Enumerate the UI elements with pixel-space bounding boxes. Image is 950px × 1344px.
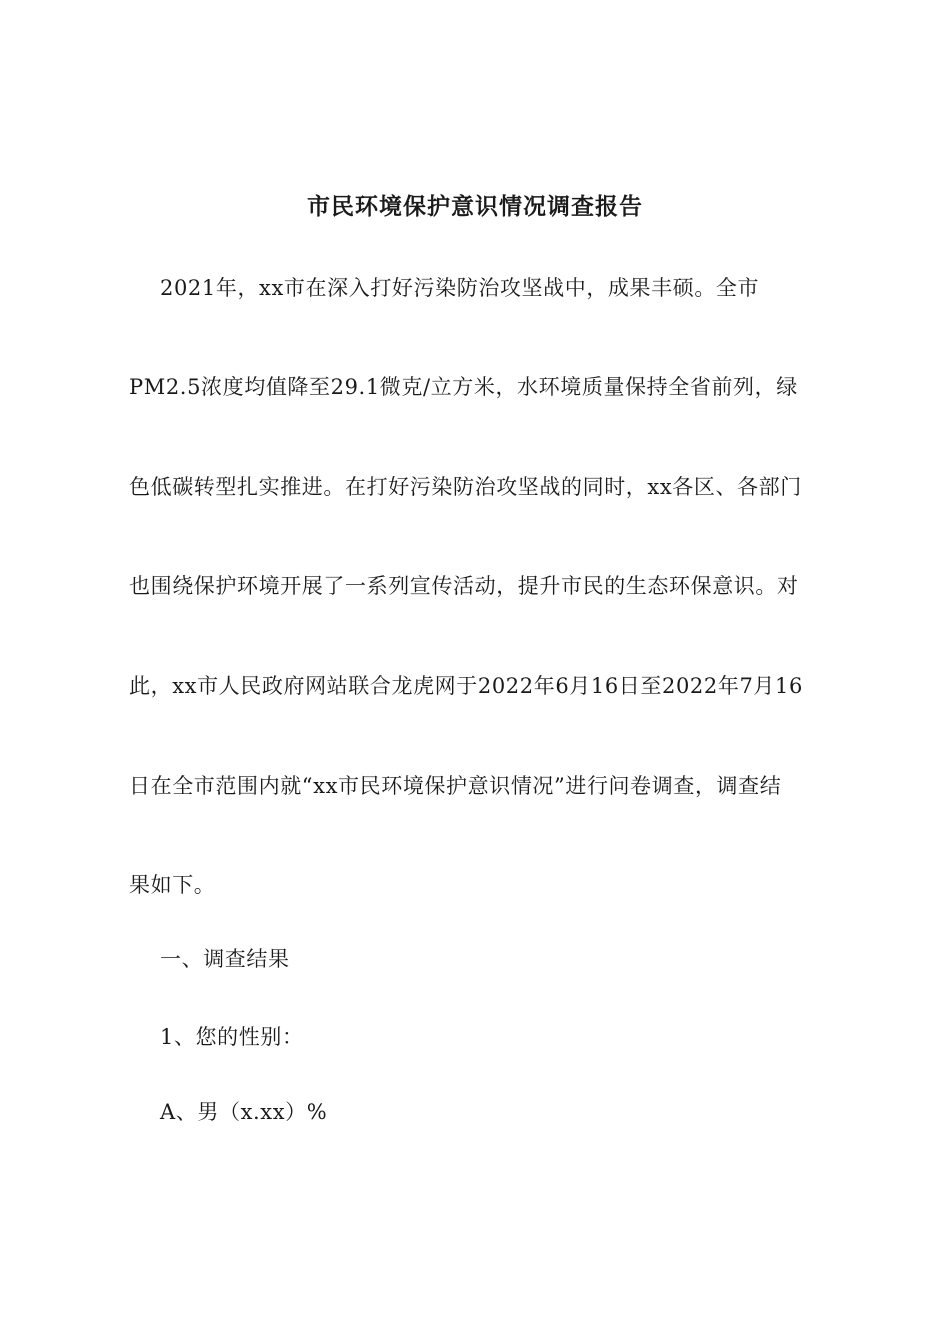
paragraph-line: 果如下。 [129,873,216,897]
section-heading: 一、调查结果 [160,947,290,971]
paragraph-line: 色低碳转型扎实推进。在打好污染防治攻坚战的同时，xx各区、各部门 [129,475,802,499]
answer-option: A、男（x.xx）% [160,1100,328,1124]
paragraph-line: 也围绕保护环境开展了一系列宣传活动，提升市民的生态环保意识。对 [129,574,799,598]
question-label: 1、您的性别： [160,1025,304,1049]
paragraph-line: 2021年，xx市在深入打好污染防治攻坚战中，成果丰硕。全市 [160,276,760,300]
document-title: 市民环境保护意识情况调查报告 [307,193,643,220]
paragraph-line: 此，xx市人民政府网站联合龙虎网于2022年6月16日至2022年7月16 [129,674,803,698]
paragraph-line: 日在全市范围内就“xx市民环境保护意识情况”进行问卷调查，调查结 [129,774,782,798]
paragraph-line: PM2.5浓度均值降至29.1微克/立方米，水环境质量保持全省前列，绿 [129,375,798,399]
